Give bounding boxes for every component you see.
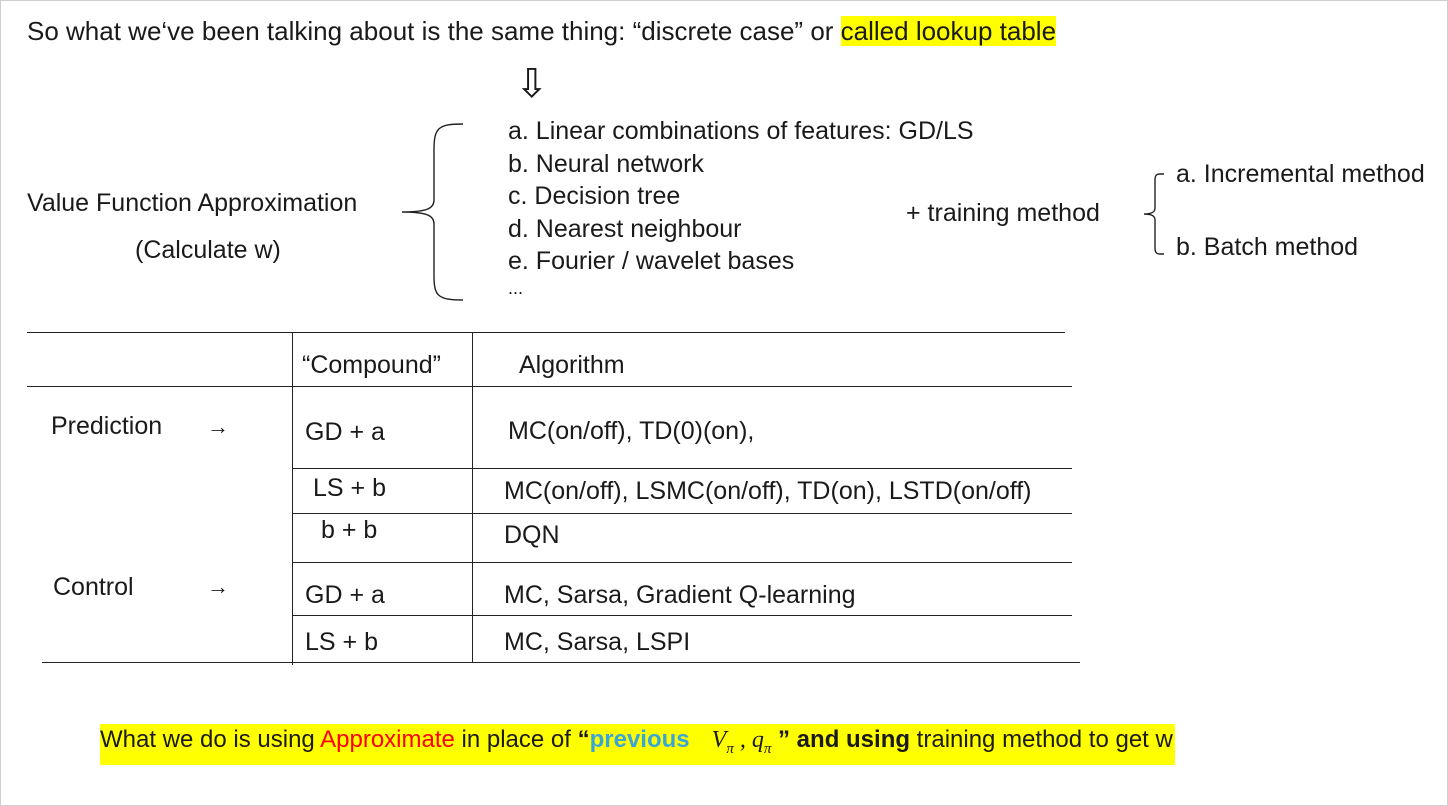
footer-approximate: Approximate [320, 726, 455, 753]
row-compound: GD + a [305, 418, 385, 446]
control-arrow-icon: → [207, 574, 229, 599]
vfa-item: b. Neural network [508, 150, 704, 178]
vfa-title: Value Function Approximation [27, 189, 358, 217]
footer-part3: training method to get w [910, 726, 1173, 753]
row-compound: LS + b [313, 474, 386, 502]
row-algorithm: MC, Sarsa, Gradient Q-learning [504, 581, 856, 609]
vfa-item: d. Nearest neighbour [508, 215, 742, 243]
left-brace-icon [398, 120, 468, 305]
method-incremental: a. Incremental method [1176, 160, 1425, 188]
plus-training-method: + training method [906, 199, 1100, 227]
header-algorithm: Algorithm [519, 351, 625, 379]
row-compound: b + b [321, 516, 378, 544]
footer-part1: What we do is using [100, 726, 321, 753]
footer-comma: , [733, 727, 752, 753]
down-arrow-icon: ⇩ [515, 62, 549, 106]
row-algorithm: DQN [504, 521, 560, 549]
control-label: Control [53, 573, 134, 601]
footer-quote-open: “ [577, 726, 590, 753]
footer-v-symbol: $V_\pi$ [711, 727, 734, 757]
table-col-rule [292, 332, 293, 665]
vfa-subtitle: (Calculate w) [135, 236, 281, 264]
row-algorithm: MC, Sarsa, LSPI [504, 628, 691, 656]
vfa-item: e. Fourier / wavelet bases [508, 247, 795, 275]
header-compound: “Compound” [302, 351, 441, 379]
table-header-rule [27, 386, 1072, 387]
table-top-rule [27, 332, 1065, 333]
footer-q-symbol: $q_\pi$ [751, 727, 772, 757]
footer-previous: previous [589, 726, 690, 753]
method-batch: b. Batch method [1176, 233, 1359, 261]
vfa-item-ellipsis: ... [508, 278, 524, 298]
table-row-rule [293, 615, 1072, 616]
footer-sentence [100, 724, 1175, 765]
header-line [27, 16, 1056, 47]
right-brace-icon [1138, 170, 1174, 260]
row-algorithm: MC(on/off), LSMC(on/off), TD(on), LSTD(on/off) [504, 477, 1032, 505]
vfa-item: a. Linear combinations of features: GD/LS [508, 117, 974, 145]
row-compound: GD + a [305, 581, 385, 609]
table-row-rule [293, 468, 1072, 469]
prediction-arrow-icon: → [207, 414, 229, 439]
table-row-rule [293, 513, 1072, 514]
table-col-rule [472, 332, 473, 663]
table-bottom-rule [42, 662, 1080, 663]
row-algorithm: MC(on/off), TD(0)(on), [508, 417, 755, 445]
table-row-rule [293, 562, 1072, 563]
header-highlight: called lookup table [840, 16, 1057, 46]
footer-part2: in place of [454, 726, 578, 753]
footer-quote-close: ” and using [771, 726, 911, 753]
row-compound: LS + b [305, 628, 378, 656]
vfa-item: c. Decision tree [508, 182, 681, 210]
header-text: So what we‘ve been talking about is the same thing: “discrete case” or [27, 16, 841, 46]
prediction-label: Prediction [51, 412, 163, 440]
